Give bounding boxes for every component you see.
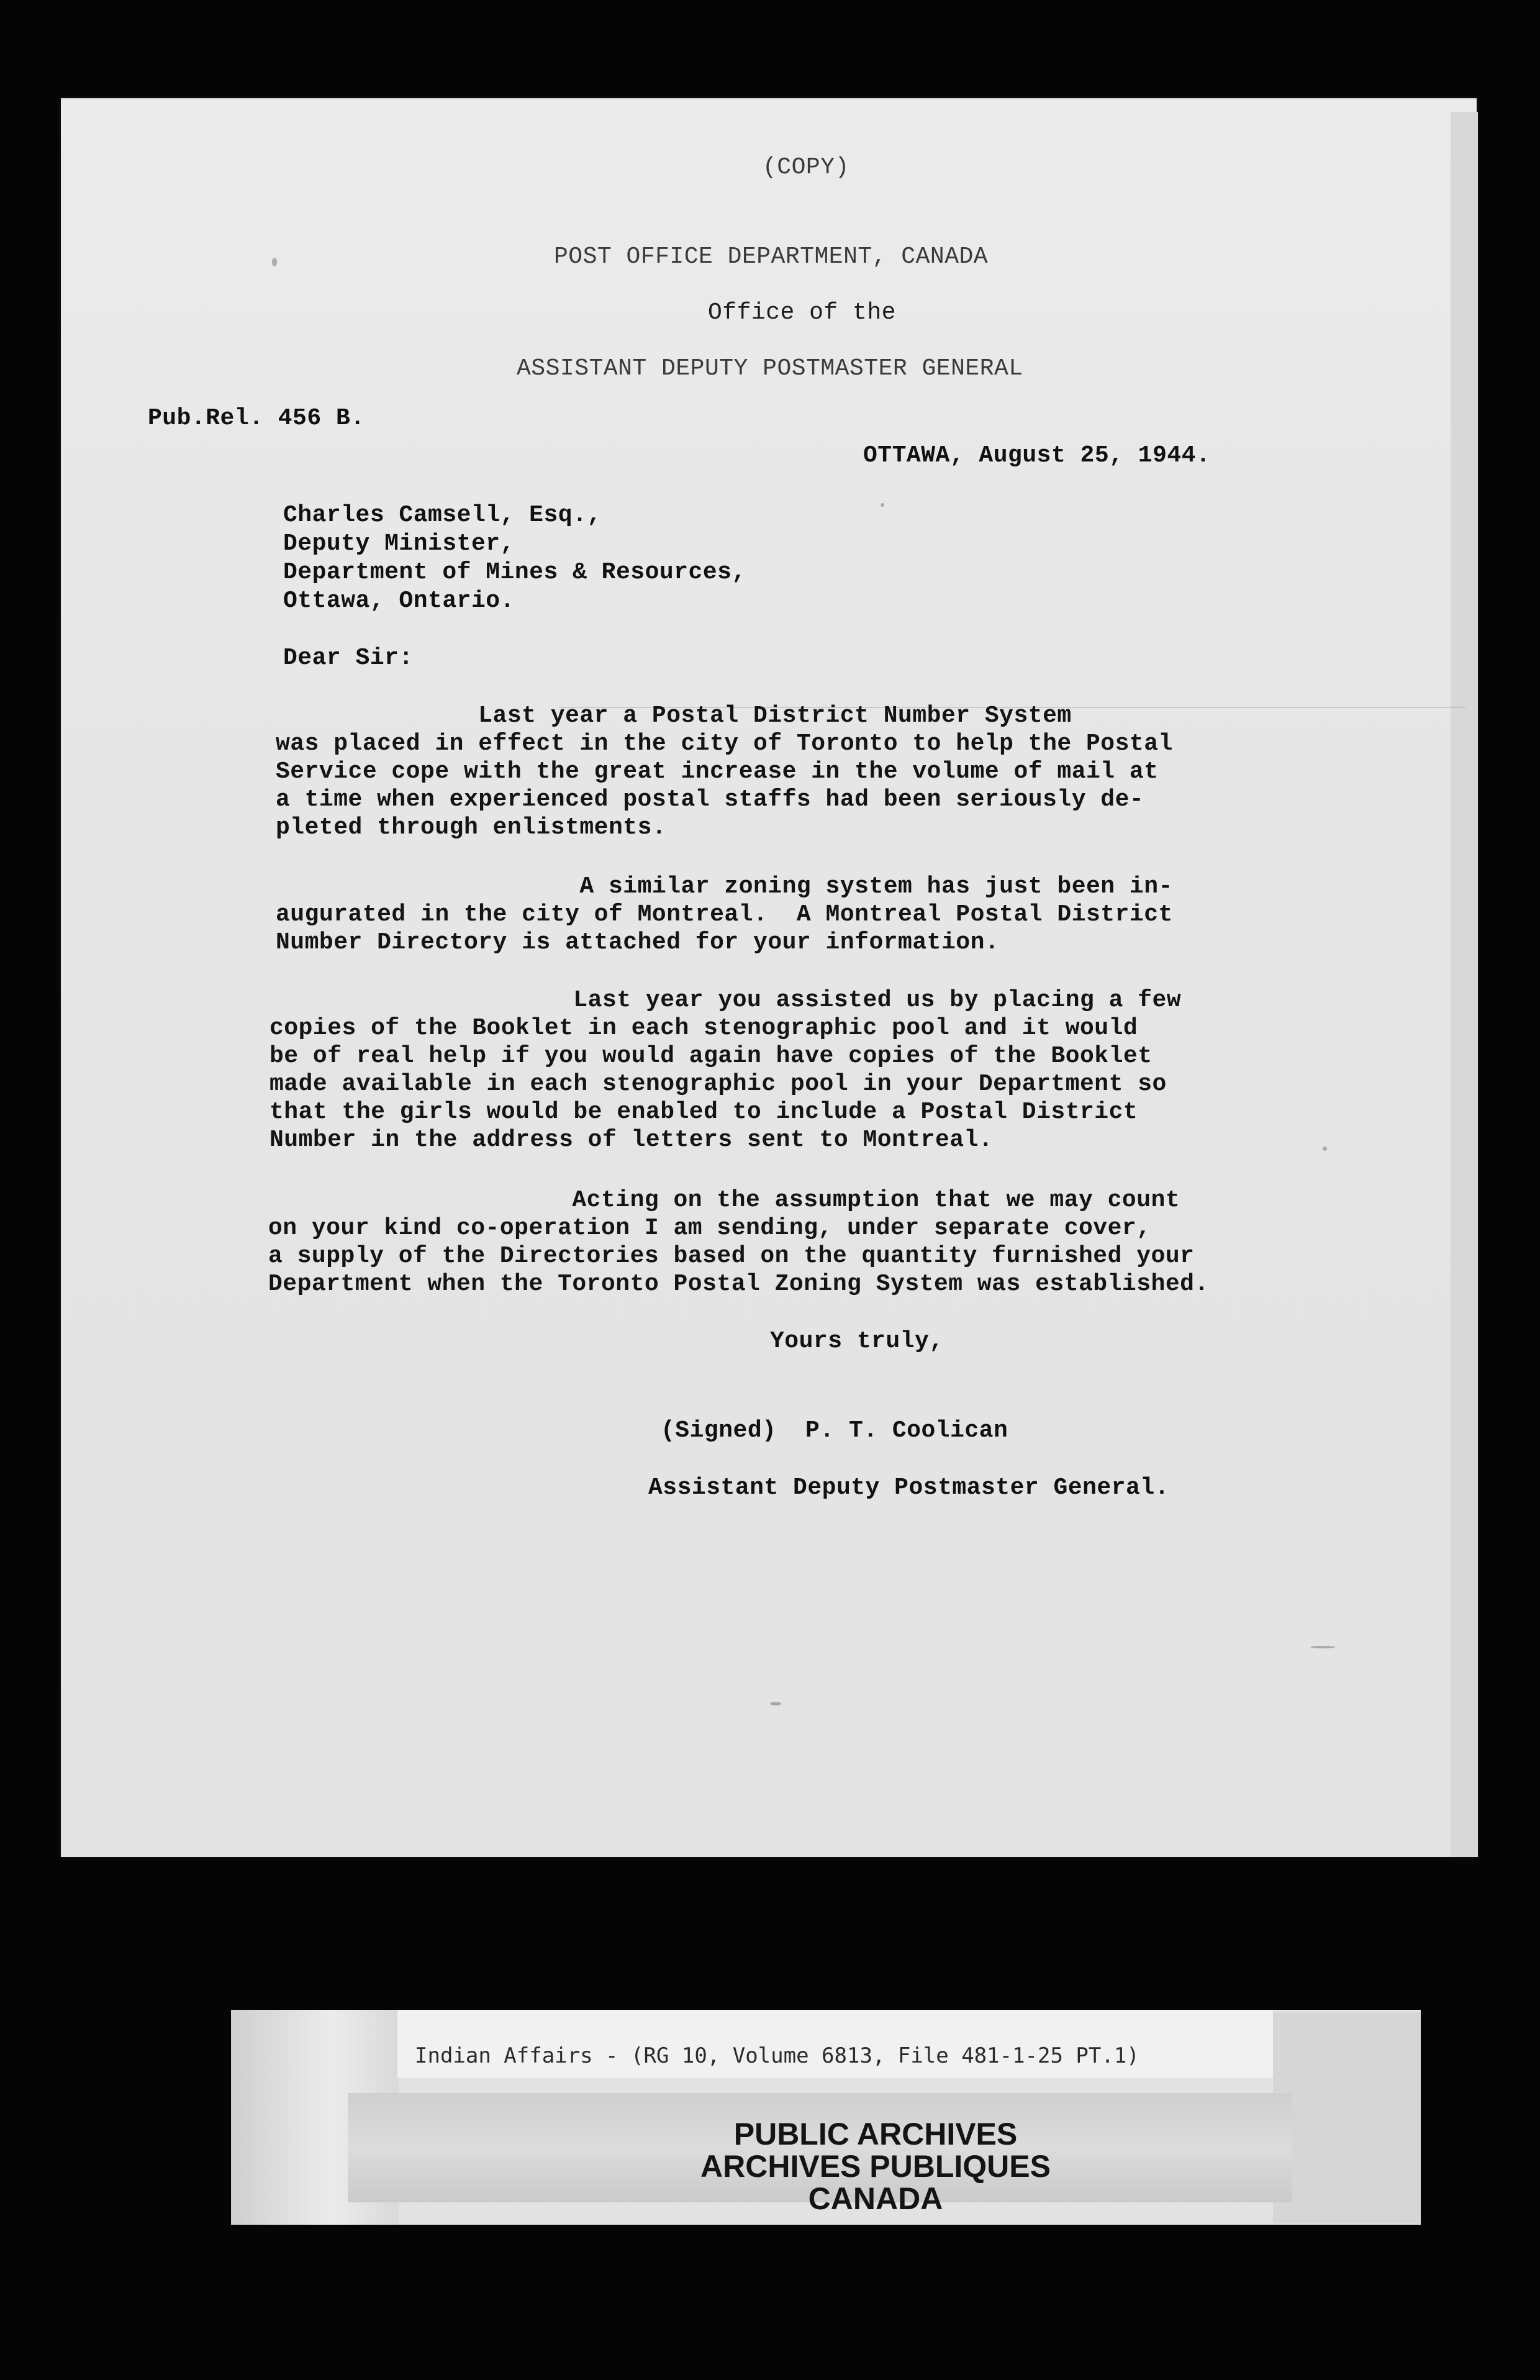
paragraph-line: pleted through enlistments. [276,814,667,841]
closing: Yours truly, [770,1328,944,1355]
place-date: OTTAWA, August 25, 1944. [863,442,1211,469]
office-title: ASSISTANT DEPUTY POSTMASTER GENERAL [517,355,1023,382]
office-of-line: Office of the [708,299,896,326]
recipient-title: Deputy Minister, [283,530,515,557]
speck [272,258,277,266]
paragraph-line: Service cope with the great increase in the volume of mail at [276,758,1159,785]
paragraph-line: augurated in the city of Montreal. A Montreal Postal District [276,901,1173,928]
paragraph-line: be of real help if you would again have copies of the Booklet [270,1043,1153,1070]
signature-line: (Signed) P. T. Coolican [661,1417,1008,1444]
speck [1310,1646,1335,1648]
archive-label-right-tab [1273,2012,1421,2223]
speck [881,503,884,507]
paragraph-line: Number in the address of letters sent to Montreal. [270,1127,994,1153]
archive-title-line-3: CANADA [808,2181,943,2216]
recipient-department: Department of Mines & Resources, [283,559,746,586]
paragraph-line: Acting on the assumption that we may count [268,1187,1180,1214]
recipient-city: Ottawa, Ontario. [283,588,515,614]
reference-number: Pub.Rel. 456 B. [148,405,365,432]
paragraph-line: that the girls would be enabled to include a Postal District [270,1099,1138,1125]
copy-mark: (COPY) [763,154,849,181]
salutation: Dear Sir: [283,645,414,671]
archive-title-line-2: ARCHIVES PUBLIQUES [700,2149,1051,2184]
speck [770,1702,781,1706]
paragraph-line: made available in each stenographic pool in your Department so [270,1071,1167,1097]
paragraph-line: Last year a Postal District Number System [276,702,1072,729]
paragraph-line: A similar zoning system has just been in- [276,873,1173,900]
recipient-name: Charles Camsell, Esq., [283,502,602,529]
archive-reference: Indian Affairs - (RG 10, Volume 6813, File 481-1-25 PT.1) [415,2043,1139,2068]
paragraph-line: Last year you assisted us by placing a few [270,987,1182,1014]
paragraph-line: a supply of the Directories based on the quantity furnished your [268,1243,1195,1269]
paragraph-line: Department when the Toronto Postal Zoning System was established. [268,1271,1209,1297]
sheet-right-edge [1451,112,1478,1857]
paragraph-line: copies of the Booklet in each stenographic pool and it would [270,1015,1138,1042]
paragraph-line: Number Directory is attached for your information. [276,929,1000,956]
paragraph-line: a time when experienced postal staffs had been seriously de- [276,786,1144,813]
department-heading: POST OFFICE DEPARTMENT, CANADA [554,243,989,270]
paragraph-line: was placed in effect in the city of Toronto to help the Postal [276,730,1173,757]
signer-title: Assistant Deputy Postmaster General. [648,1474,1169,1501]
speck [1323,1147,1327,1151]
paragraph-line: on your kind co-operation I am sending, under separate cover, [268,1215,1151,1242]
archive-title-line-1: PUBLIC ARCHIVES [733,2117,1018,2151]
